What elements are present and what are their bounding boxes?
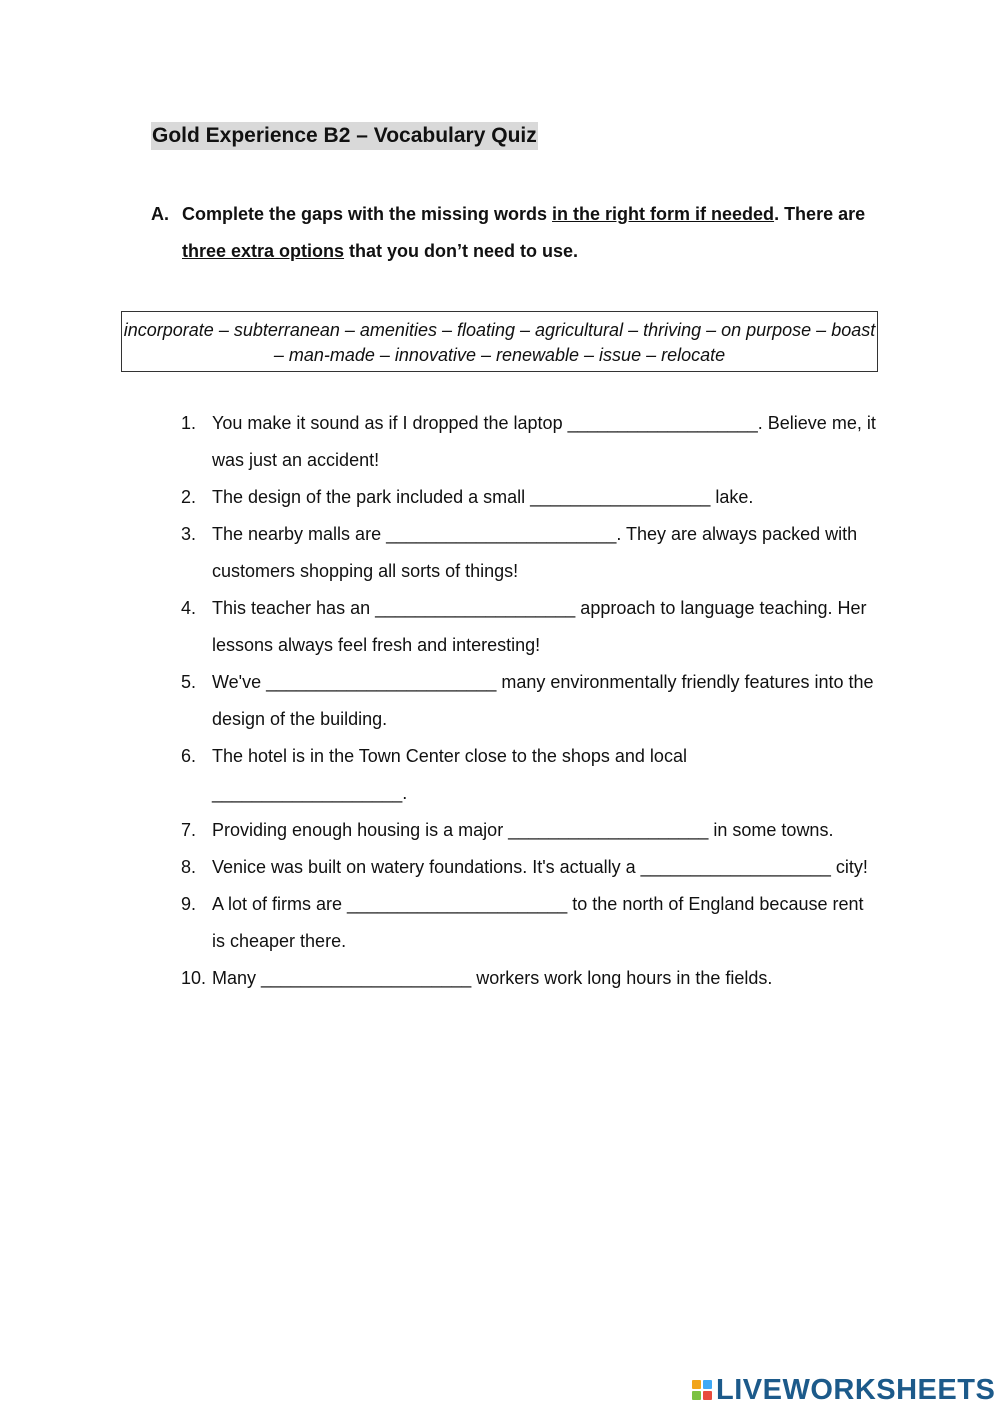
question-text: This teacher has an ____________________ approach to language teaching. Her lessons always feel fresh and interesting! — [212, 598, 867, 655]
section-label: A. — [151, 204, 169, 224]
question-text: A lot of firms are ______________________ to the north of England because rent is cheaper there. — [212, 894, 864, 951]
question-item — [181, 960, 881, 997]
question-item — [181, 405, 881, 479]
instruction-underline: in the right form if needed — [552, 204, 775, 224]
question-text: The nearby malls are _______________________. They are always packed with customers shopping all sorts of things! — [212, 524, 858, 581]
question-list — [181, 405, 881, 997]
liveworksheets-logo[interactable] — [692, 1374, 995, 1406]
question-item — [181, 812, 881, 849]
question-number: 2. — [181, 487, 197, 507]
logo-text: LIVEWORKSHEETS — [716, 1373, 996, 1406]
question-item — [181, 886, 881, 960]
instruction-part: . There are — [774, 204, 866, 224]
liveworksheets-logo-icon — [692, 1380, 712, 1400]
question-item — [181, 738, 881, 812]
instruction-part: Complete the gaps with the missing words — [182, 204, 553, 224]
question-text: We've _______________________ many environmentally friendly features into the design of the building. — [212, 672, 874, 729]
question-number: 10. — [181, 968, 207, 988]
question-item — [181, 849, 881, 886]
question-number: 7. — [181, 820, 197, 840]
question-number: 6. — [181, 746, 197, 766]
instruction-text — [182, 196, 881, 270]
question-item — [181, 664, 881, 738]
question-number: 8. — [181, 857, 197, 877]
question-item — [181, 590, 881, 664]
question-text: Providing enough housing is a major ____________________ in some towns. — [212, 820, 834, 840]
word-bank: incorporate – subterranean – amenities – floating – agricultural – thriving – on purpose – boast – man-made – innovative – renewable – issue – relocate — [121, 311, 878, 372]
question-number: 5. — [181, 672, 197, 692]
instruction-underline: three extra options — [182, 241, 345, 261]
page-title: Gold Experience B2 – Vocabulary Quiz — [151, 122, 538, 150]
instruction-part: that you don’t need to use. — [344, 241, 579, 261]
question-text: Many _____________________ workers work long hours in the fields. — [212, 968, 773, 988]
question-text: The design of the park included a small __________________ lake. — [212, 487, 754, 507]
question-number: 4. — [181, 598, 197, 618]
question-text: Venice was built on watery foundations. It's actually a ___________________ city! — [212, 857, 868, 877]
question-number: 3. — [181, 524, 197, 544]
question-item — [181, 479, 881, 516]
question-number: 1. — [181, 413, 197, 433]
section-a-instructions — [151, 196, 881, 270]
question-text: You make it sound as if I dropped the laptop ___________________. Believe me, it was just an accident! — [212, 413, 876, 470]
question-item — [181, 516, 881, 590]
question-text: The hotel is in the Town Center close to the shops and local ___________________. — [212, 746, 687, 803]
question-number: 9. — [181, 894, 197, 914]
